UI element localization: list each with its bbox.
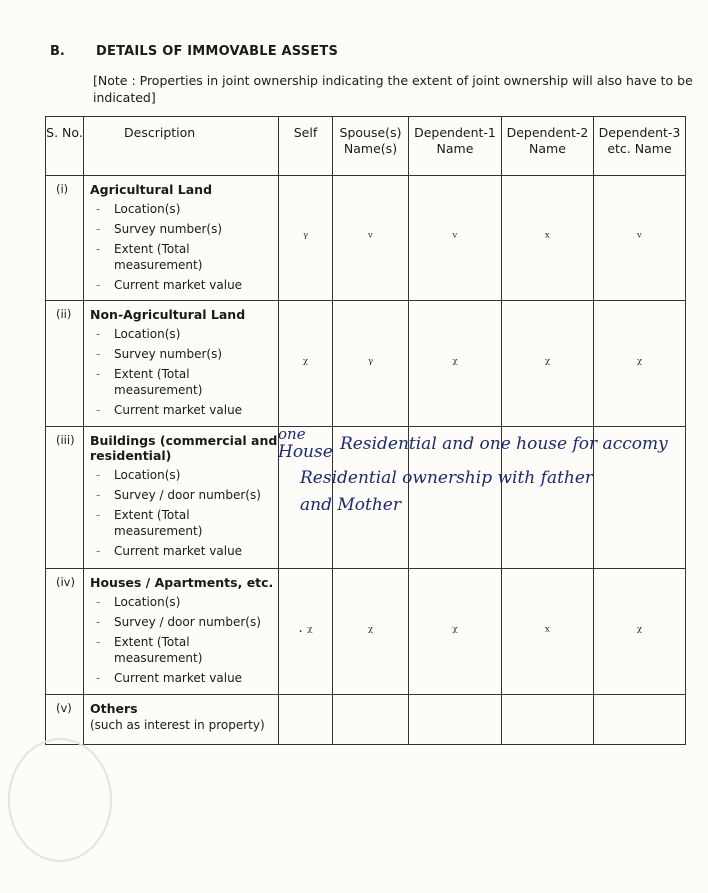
nil-mark: ᵡ: [636, 355, 643, 372]
list-item: - Extent (Total measurement): [84, 632, 278, 668]
header-dependent-1: Dependent-1 Name: [409, 117, 502, 176]
handwriting-line: and Mother: [300, 495, 401, 515]
row-title: Others: [90, 701, 138, 716]
list-item: - Survey number(s): [84, 219, 278, 239]
table-row: [46, 301, 686, 427]
list-item: - Location(s): [84, 324, 278, 344]
faded-stamp: [8, 738, 112, 862]
row-number: (iii): [46, 427, 84, 569]
header-dependent-2: Dependent-2 Name: [502, 117, 594, 176]
list-item: - Survey / door number(s): [84, 612, 278, 632]
row-title: Houses / Apartments, etc.: [90, 575, 274, 590]
row-number: (v): [46, 695, 84, 745]
row-description: [84, 301, 279, 427]
nil-mark: ᵡ: [452, 355, 458, 372]
row-number: (ii): [46, 301, 84, 427]
nil-mark: ᵛ: [452, 230, 458, 246]
nil-mark: ᵛ: [636, 230, 643, 246]
nil-mark: ᵞ: [367, 355, 374, 372]
header-row: [46, 117, 686, 176]
handwriting-line: one: [278, 425, 306, 443]
nil-mark: ᵛ: [367, 230, 374, 246]
list-item: - Location(s): [84, 199, 278, 219]
section-note: [Note : Properties in joint ownership indicating the extent of joint ownership will also have to be indicated]: [93, 73, 693, 105]
handwriting-line: Residential and one house for accomy: [340, 434, 668, 454]
nil-mark: ᵡ: [544, 355, 551, 372]
row-number: (iv): [46, 569, 84, 695]
handwriting-line: Residential ownership with father: [300, 468, 594, 488]
immovable-assets-table: [45, 116, 686, 745]
row-title: Agricultural Land: [90, 182, 213, 197]
list-item: - Survey number(s): [84, 344, 278, 364]
nil-mark: ᵞ: [302, 230, 309, 246]
table-row: [46, 569, 686, 695]
nil-mark: ᵡ: [636, 623, 643, 640]
header-dependent-3: Dependent-3 etc. Name: [594, 117, 686, 176]
list-item: - Extent (Total measurement): [84, 505, 278, 541]
header-self: Self: [279, 117, 333, 176]
header-description: Description: [84, 117, 279, 176]
row-description: [84, 569, 279, 695]
header-spouse: Spouse(s) Name(s): [333, 117, 409, 176]
row-subtitle: (such as interest in property): [90, 718, 265, 732]
section-letter: B.: [50, 44, 65, 59]
nil-mark: · ᵡ: [298, 623, 313, 640]
list-item: - Survey / door number(s): [84, 485, 278, 505]
row-number: (i): [46, 176, 84, 301]
list-item: - Current market value: [84, 541, 278, 561]
row-description: [84, 695, 279, 745]
header-sno: S. No.: [46, 117, 84, 176]
nil-mark: ˣ: [544, 230, 551, 246]
list-item: - Current market value: [84, 275, 278, 295]
row-description: [84, 176, 279, 301]
list-item: - Extent (Total measurement): [84, 364, 278, 400]
list-item: - Location(s): [84, 465, 278, 485]
list-item: - Current market value: [84, 400, 278, 420]
nil-mark: ˣ: [544, 623, 551, 640]
row-title: Non-Agricultural Land: [90, 307, 246, 322]
table-row: [46, 176, 686, 301]
row-title: Buildings (commercial and residential): [90, 433, 278, 463]
section-title: DETAILS OF IMMOVABLE ASSETS: [96, 44, 339, 59]
handwriting-line: House: [278, 442, 333, 462]
list-item: - Current market value: [84, 668, 278, 688]
row-description: [84, 427, 279, 569]
nil-mark: ᵡ: [452, 623, 458, 640]
nil-mark: ᵡ: [367, 623, 374, 640]
list-item: - Extent (Total measurement): [84, 239, 278, 275]
table-row: [46, 695, 686, 745]
list-item: - Location(s): [84, 592, 278, 612]
nil-mark: ᵡ: [302, 355, 309, 372]
